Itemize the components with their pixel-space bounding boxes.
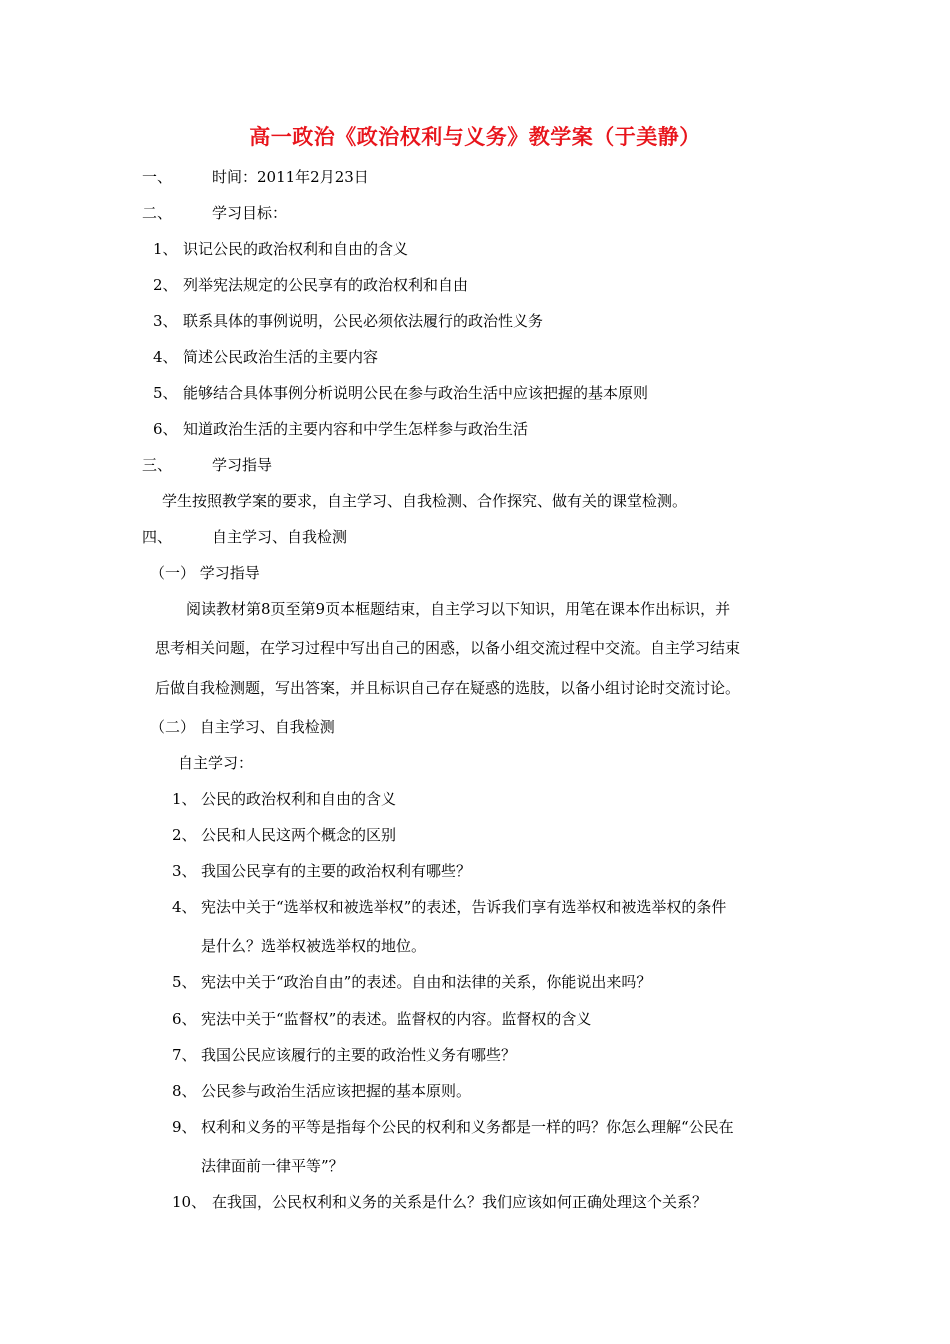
- section-number: 二、: [142, 204, 173, 222]
- question-number: 8、: [172, 1082, 197, 1100]
- section-number: 四、: [142, 528, 173, 546]
- question-text: 公民参与政治生活应该把握的基本原则。: [201, 1082, 472, 1100]
- question-number: 10、: [172, 1193, 207, 1211]
- question-text: 我国公民应该履行的主要的政治性义务有哪些？: [201, 1046, 517, 1064]
- question-number: 2、: [172, 826, 197, 844]
- question-text: 是什么？选举权被选举权的地位。: [201, 937, 427, 955]
- question-text: 权利和义务的平等是指每个公民的权利和义务都是一样的吗？你怎么理解“公民在: [201, 1118, 734, 1136]
- question-text: 在我国，公民权利和义务的关系是什么？我们应该如何正确处理这个关系？: [212, 1193, 708, 1211]
- question-number: 3、: [172, 862, 197, 880]
- section-text: 自主学习、自我检测: [212, 528, 348, 546]
- paragraph-line: 后做自我检测题，写出答案，并且标识自己存在疑惑的选肢，以备小组讨论时交流讨论。: [155, 679, 741, 697]
- objective-number: 3、: [153, 312, 178, 330]
- paragraph-line: 阅读教材第8页至第9页本框题结束，自主学习以下知识，用笔在课本作出标识，并: [186, 600, 731, 618]
- question-number: 7、: [172, 1046, 197, 1064]
- objective-text: 识记公民的政治权利和自由的含义: [183, 240, 409, 258]
- question-number: 5、: [172, 973, 197, 991]
- objective-text: 能够结合具体事例分析说明公民在参与政治生活中应该把握的基本原则: [183, 384, 649, 402]
- objective-number: 1、: [153, 240, 178, 258]
- question-number: 6、: [172, 1010, 197, 1028]
- self-study-intro: 自主学习：: [178, 754, 254, 772]
- question-text: 宪法中关于“监督权”的表述。监督权的内容。监督权的含义: [201, 1010, 592, 1028]
- paragraph-line: 思考相关问题，在学习过程中写出自己的困惑，以备小组交流过程中交流。自主学习结束: [155, 639, 741, 657]
- question-number: 4、: [172, 898, 197, 916]
- question-text: 公民的政治权利和自由的含义: [201, 790, 397, 808]
- question-text: 宪法中关于“选举权和被选举权”的表述，告诉我们享有选举权和被选举权的条件: [201, 898, 727, 916]
- question-text: 我国公民享有的主要的政治权利有哪些？: [201, 862, 472, 880]
- objective-text: 知道政治生活的主要内容和中学生怎样参与政治生活: [183, 420, 529, 438]
- subsection-label: （一） 学习指导: [150, 564, 260, 582]
- question-text: 宪法中关于“政治自由”的表述。自由和法律的关系，你能说出来吗？: [201, 973, 652, 991]
- objective-number: 5、: [153, 384, 178, 402]
- question-text: 公民和人民这两个概念的区别: [201, 826, 397, 844]
- section-text: 学习目标：: [212, 204, 288, 222]
- question-number: 1、: [172, 790, 197, 808]
- objective-text: 联系具体的事例说明，公民必须依法履行的政治性义务: [183, 312, 544, 330]
- guidance-body: 学生按照教学案的要求，自主学习、自我检测、合作探究、做有关的课堂检测。: [162, 492, 688, 510]
- objective-number: 4、: [153, 348, 178, 366]
- section-number: 一、: [142, 168, 173, 186]
- objective-text: 简述公民政治生活的主要内容: [183, 348, 379, 366]
- subsection-label: （二） 自主学习、自我检测: [150, 718, 335, 736]
- objective-text: 列举宪法规定的公民享有的政治权利和自由: [183, 276, 469, 294]
- section-text: 时间：2011年2月23日: [212, 168, 369, 186]
- document-title: 高一政治《政治权利与义务》教学案（于美静）: [249, 124, 701, 149]
- objective-number: 2、: [153, 276, 178, 294]
- question-number: 9、: [172, 1118, 197, 1136]
- objective-number: 6、: [153, 420, 178, 438]
- question-text: 法律面前一律平等”？: [201, 1157, 344, 1175]
- section-text: 学习指导: [212, 456, 273, 474]
- section-number: 三、: [142, 456, 173, 474]
